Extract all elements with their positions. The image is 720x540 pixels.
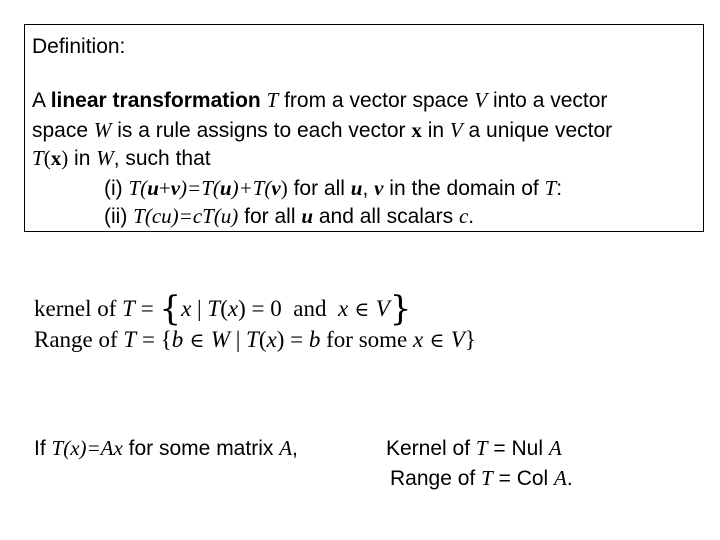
kernel-equation: kernel of T = {x | T(x) = 0 and x ∈ V} — [34, 289, 412, 329]
definition-line-2: space W is a rule assigns to each vector x in V a unique vector — [32, 118, 613, 142]
definition-heading: Definition: — [32, 35, 126, 58]
definition-condition-2: (ii) T(cu)=cT(u) for all u and all scalars c. — [104, 204, 475, 228]
definition-condition-1: (i) T(u+v)=T(u)+T(v) for all u, v in the domain of T: — [104, 176, 563, 200]
range-col-line: Range of T = Col A. — [390, 466, 573, 490]
definition-line-3: T(x) in W, such that — [32, 146, 211, 170]
matrix-condition-text: If T(x)=Ax for some matrix A, — [34, 436, 298, 460]
kernel-nul-line: Kernel of T = Nul A — [386, 436, 562, 460]
range-equation: Range of T = {b ∈ W | T(x) = b for some x ∈ V} — [34, 327, 476, 352]
definition-line-1: A linear transformation T from a vector space V into a vector — [32, 88, 608, 112]
